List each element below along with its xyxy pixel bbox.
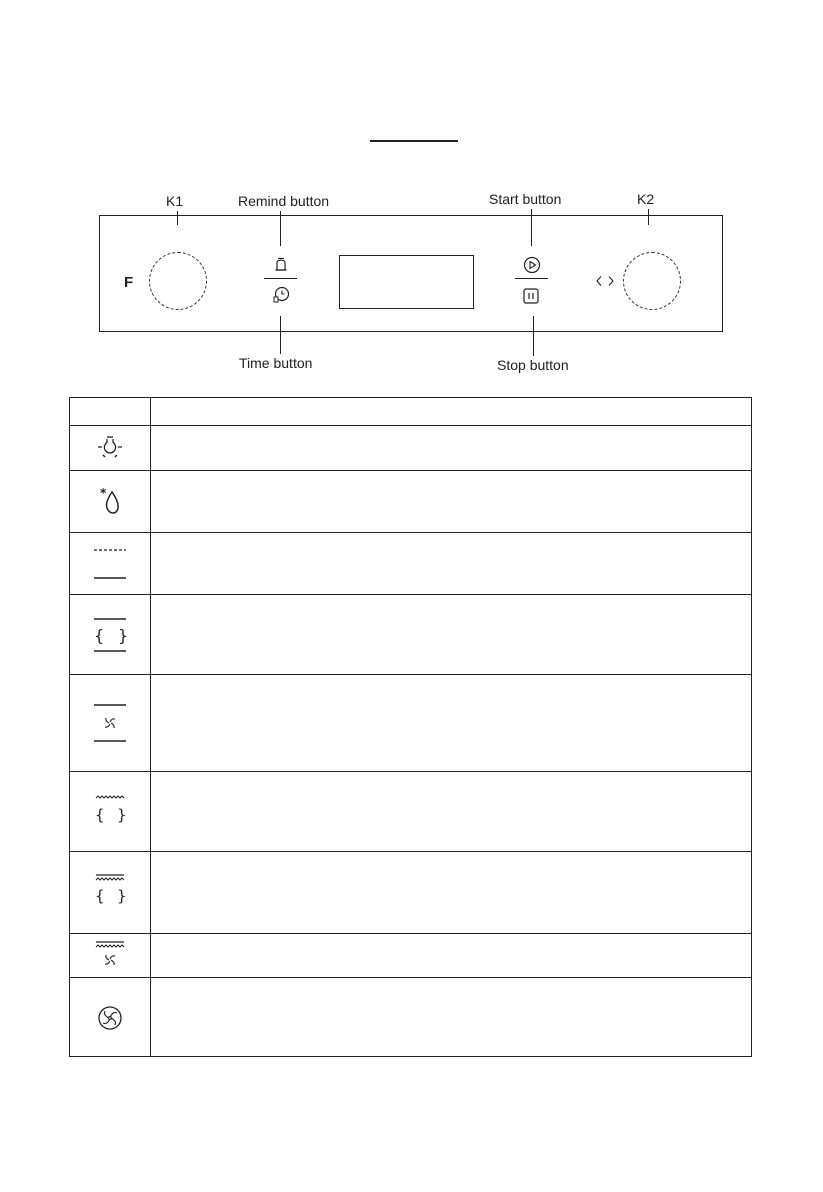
remind-time-separator (264, 278, 297, 279)
start-button-label: Start button (489, 191, 562, 207)
k1-label: K1 (166, 193, 184, 209)
table-row (70, 934, 751, 978)
stop-leader (533, 316, 534, 356)
grill-fan-icon (90, 938, 130, 974)
table-header-row (70, 398, 751, 426)
svg-text:{: { (95, 805, 105, 824)
clock-icon[interactable] (271, 285, 291, 305)
k2-label: K2 (637, 191, 655, 207)
k2-knob[interactable] (623, 252, 681, 310)
grill-icon (90, 790, 130, 834)
svg-text:}: } (118, 625, 129, 645)
left-right-arrows-icon (595, 275, 615, 287)
lamp-icon (95, 433, 125, 463)
bottom-heat-fan-icon (90, 701, 130, 745)
table-row (70, 426, 751, 471)
function-table (69, 397, 752, 1057)
remind-button-label: Remind button (238, 193, 330, 209)
table-row (70, 852, 751, 934)
k1-knob[interactable] (149, 252, 207, 310)
hot-air-fan-icon (92, 1000, 128, 1036)
svg-text:{: { (94, 625, 105, 645)
table-row (70, 595, 751, 675)
start-stop-separator (515, 278, 548, 279)
table-row (70, 471, 751, 533)
time-leader (280, 316, 281, 354)
table-row (70, 533, 751, 595)
pause-icon[interactable] (522, 287, 540, 305)
bell-icon[interactable] (272, 256, 290, 274)
bottom-heat-icon (90, 542, 130, 586)
title-underline (370, 140, 458, 142)
stop-button-label: Stop button (497, 357, 569, 373)
table-row (70, 675, 751, 772)
table-row (70, 978, 751, 1058)
play-icon[interactable] (522, 255, 542, 275)
svg-text:*: * (100, 485, 107, 500)
time-button-label: Time button (239, 355, 313, 371)
display-screen (339, 255, 474, 309)
svg-text:}: } (117, 805, 127, 824)
defrost-icon (95, 484, 125, 520)
svg-text:}: } (117, 886, 127, 905)
f-label: F (124, 274, 134, 291)
top-bottom-heat-icon (90, 613, 130, 657)
svg-text:{: { (95, 886, 105, 905)
double-grill-icon (90, 871, 130, 915)
table-row (70, 772, 751, 852)
